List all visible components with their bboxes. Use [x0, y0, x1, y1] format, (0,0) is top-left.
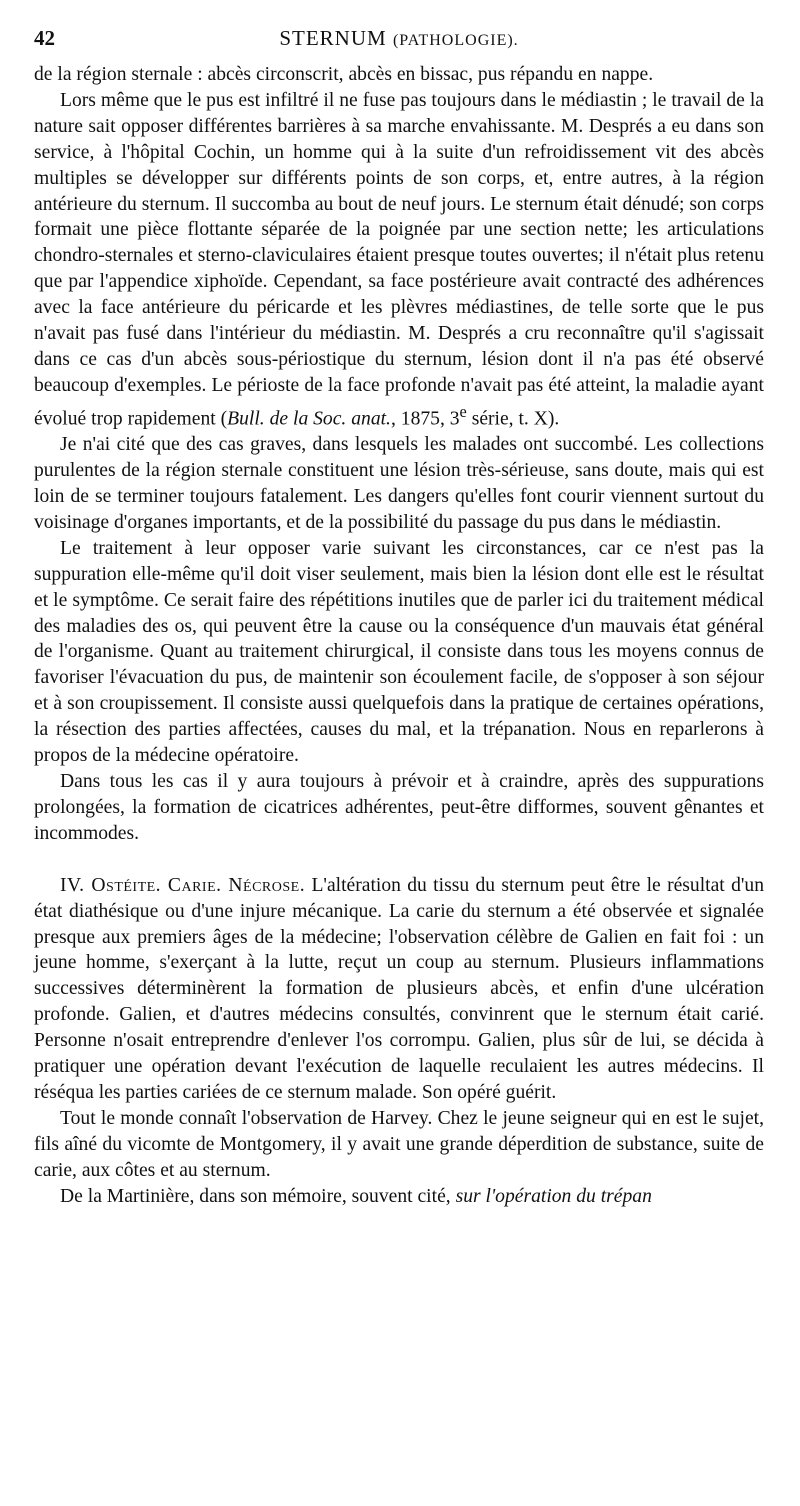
paragraph: Le traitement à leur opposer varie suivant les circonstances, car ce n'est pas la suppuration elle-même qu'il doit viser seulement, mais bien la lésion dont elle est le résultat et le symptôme. Ce serait faire des répétitions inutiles que de parler ici du traitement médical des maladies des os, qui peuvent être la cause ou la conséquence d'un mauvais état général de l'organisme. Quant au traitement chirurgical, il consiste dans tous les moyens connus de favoriser l'évacuation du pus, de maintenir son écoulement facile, de s'opposer à son séjour et à son croupissement. Il consiste aussi quelquefois dans la pratique de certaines opérations, la résection des parties affectées, causes du mal, et la trépanation. Nous en reparlerons à propos de la médecine opératoire. [34, 537, 764, 767]
paragraph: Tout le monde connaît l'observation de Harvey. Chez le jeune seigneur qui en est le sujet, fils aîné du vicomte de Montgomery, il y avait une grande déperdition de substance, suite de carie, aux côtes et au sternum. [34, 1107, 764, 1181]
citation-rest: , 1875, 3 [390, 408, 460, 430]
page-number: 42 [34, 26, 55, 50]
title-main: STERNUM [279, 26, 387, 50]
paragraph: de la région sternale : abcès circonscrit, abcès en bissac, pus répandu en nappe. [34, 64, 654, 85]
italic-phrase: sur l'opération du trépan [455, 1185, 652, 1207]
paragraph-text: L'altération du tissu du sternum peut être le résultat d'un état diathésique ou d'une injure mécanique. La carie du sternum a été observée et signalée presque aux premiers âges de la médecine; l'observation célèbre de Galien en fait foi : un jeune homme, s'exerçant à la lutte, reçut un coup au sternum. Plusieurs inflammations successives déterminèrent la formation de plusieurs abcès, et enfin d'une ulcération profonde. Galien, et d'autres médecins consultés, convinrent que le sternum était carié. Personne n'osait entreprendre d'enlever l'os corrompu. Galien, plus sûr de lui, se décida à pratiquer une opération devant l'exécution de laquelle reculaient les autres médecins. Il réséqua les parties cariées de ce sternum malade. Son opéré guérit. [34, 874, 764, 1103]
paragraph-text: Lors même que le pus est infiltré il ne fuse pas toujours dans le médiastin ; le travail de la nature sait opposer différentes barrières à sa marche envahissante. M. Després a eu dans son service, à l'hôpital Cochin, un homme qui à la suite d'un refroidissement vit des abcès multiples se développer sur différents points de son corps, et, entre autres, à la région antérieure du sternum. Il succomba au bout de neuf jours. Le sternum était dénudé; son corps formait une pièce flottante séparée de la poignée par une section nette; les articulations chondro-sternales et sterno-claviculaires étaient presque toutes ouvertes; il n'était plus retenu que par l'appendice xiphoïde. Cependant, sa face postérieure avait contracté des adhérences avec la face antérieure du péricarde et les plèvres médiastines, de telle sorte que le pus n'avait pas fusé dans l'intérieur du médiastin. M. Després a cru reconnaître qu'il s'agissait dans ce cas d'un abcès sous-périostique du sternum, lésion dont il n'a pas été observé beaucoup d'exemples. Le périoste de la face profonde n'avait pas été atteint, la maladie ayant évolué trop rapidement ( [34, 89, 764, 430]
citation-sup: e [459, 401, 467, 421]
body-text [34, 62, 764, 1210]
paragraph [34, 88, 764, 432]
title-sub: (PATHOLOGIE). [392, 32, 519, 49]
paragraph [34, 873, 764, 1106]
citation-tail: série, t. X). [466, 408, 560, 430]
running-title [34, 26, 764, 51]
running-head [34, 26, 764, 56]
paragraph [34, 1184, 764, 1210]
paragraph: Dans tous les cas il y aura toujours à prévoir et à craindre, après des suppurations prolongées, la formation de cicatrices adhérentes, peut-être difformes, souvent gênantes et incommodes. [34, 771, 764, 844]
citation-journal: Bull. de la Soc. anat. [227, 408, 391, 430]
paragraph-text: De la Martinière, dans son mémoire, souvent cité, [60, 1185, 456, 1207]
section-heading: IV. Ostéite. Carie. Nécrose. [60, 874, 306, 896]
paragraph: Je n'ai cité que des cas graves, dans lesquels les malades ont succombé. Les collections purulentes de la région sternale constituent une lésion très-sérieuse, sans doute, mais qui est loin de se terminer toujours fatalement. Les dangers qu'elles font courir viennent surtout du voisinage d'organes importants, et de la possibilité du passage du pus dans le médiastin. [34, 434, 764, 533]
section-gap [34, 847, 764, 873]
